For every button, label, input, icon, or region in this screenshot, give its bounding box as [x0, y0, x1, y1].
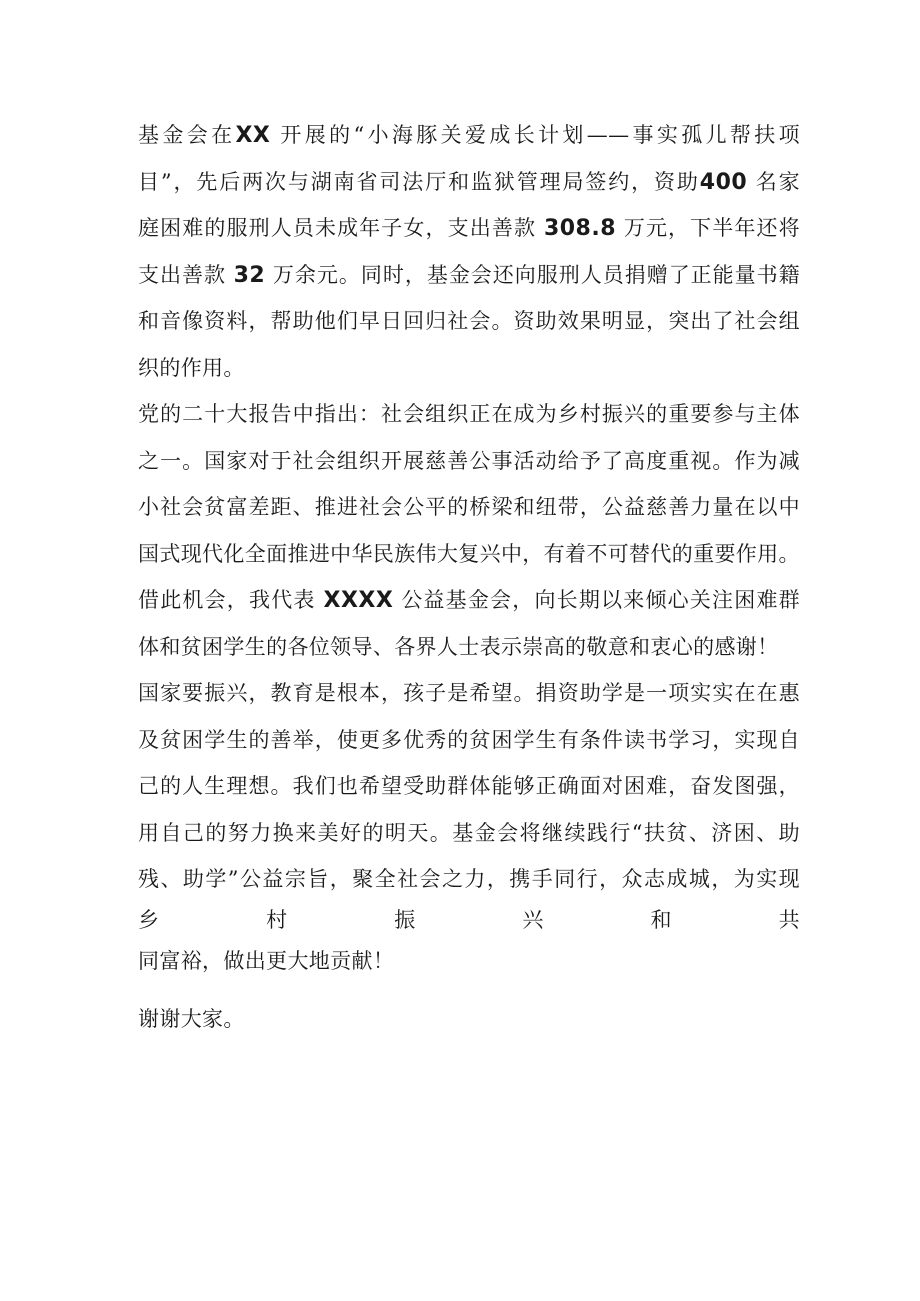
text-run: 支出善款 — [138, 262, 234, 287]
text-run: 公益基金会，向长期以来倾心关注困难群 — [393, 588, 801, 612]
text-run: 和音像资料，帮助他们早日回归社会。资助效果明显，突出了社会组 — [138, 309, 800, 333]
paragraph — [138, 996, 800, 1043]
text-run: 及贫困学生的善举，使更多优秀的贫困学生有条件读书学习，实现自 — [138, 727, 800, 752]
emphasized-figure: XXXX — [323, 588, 394, 613]
text-run: 同富裕，做出更大地贡献！ — [138, 948, 395, 973]
text-line — [138, 438, 800, 485]
text-line — [138, 391, 800, 438]
text-line — [138, 624, 800, 671]
text-run: 万余元。同时，基金会还向服刑人员捐赠了正能量书籍 — [265, 262, 800, 287]
text-run: 残、助学”公益宗旨，聚全社会之力，携手同行，众志成城，为实现 — [138, 867, 800, 891]
paragraph — [138, 670, 800, 984]
text-run: 借此机会，我代表 — [138, 588, 324, 612]
text-line — [138, 763, 800, 810]
text-line — [138, 531, 800, 578]
text-run: 小社会贫富差距、推进社会公平的桥梁和纽带，公益慈善力量在以中 — [138, 495, 800, 519]
text-run: 之一。国家对于社会组织开展慈善公事活动给予了高度重视。作为减 — [138, 448, 800, 473]
text-run: 用自己的努力换来美好的明天。基金会将继续践行“扶贫、济困、助 — [138, 820, 800, 845]
text-run: 庭困难的服刑人员未成年子女，支出善款 — [138, 216, 544, 240]
text-line — [138, 996, 800, 1043]
emphasized-figure: 32 — [233, 262, 266, 288]
text-line — [138, 810, 800, 857]
paragraph — [138, 577, 800, 670]
text-line — [138, 670, 800, 717]
text-run: 万元，下半年还将 — [616, 216, 801, 240]
text-line — [138, 856, 800, 903]
text-run: 己的人生理想。我们也希望受助群体能够正确面对困难，奋发图强， — [138, 774, 800, 798]
text-run: 国式现代化全面推进中华民族伟大复兴中，有着不可替代的重要作用。 — [138, 541, 800, 566]
document-body — [138, 112, 800, 1043]
text-line — [138, 484, 800, 531]
text-run: 国家要振兴，教育是根本，孩子是希望。捐资助学是一项实实在在惠 — [138, 681, 800, 705]
emphasized-figure: 400 — [699, 169, 748, 195]
emphasized-figure: 308.8 — [543, 216, 617, 241]
text-line — [138, 345, 800, 392]
text-line — [138, 205, 800, 252]
text-run: 谢谢大家。 — [138, 1007, 245, 1031]
text-run: 名家 — [747, 169, 800, 194]
text-line — [138, 298, 800, 345]
text-line — [138, 159, 800, 206]
text-line — [138, 577, 800, 624]
text-line — [138, 903, 800, 938]
text-run: 开展的“小海豚关爱成长计划——事实孤儿帮扶项 — [270, 123, 800, 147]
paragraph — [138, 391, 800, 577]
text-run: 基金会在 — [138, 123, 236, 147]
text-run: 乡村振兴和共 — [138, 907, 800, 932]
text-run: 体和贫困学生的各位领导、各界人士表示崇高的敬意和衷心的感谢！ — [138, 634, 779, 659]
text-line — [138, 717, 800, 764]
text-line — [138, 252, 800, 299]
text-run: 目”，先后两次与湖南省司法厅和监狱管理局签约，资助 — [138, 169, 700, 194]
text-line — [138, 112, 800, 159]
text-run: 织的作用。 — [138, 355, 245, 380]
text-run: 党的二十大报告中指出：社会组织正在成为乡村振兴的重要参与主体 — [138, 402, 800, 426]
emphasized-figure: XX — [235, 123, 271, 148]
paragraph — [138, 112, 800, 391]
text-line — [138, 938, 800, 985]
